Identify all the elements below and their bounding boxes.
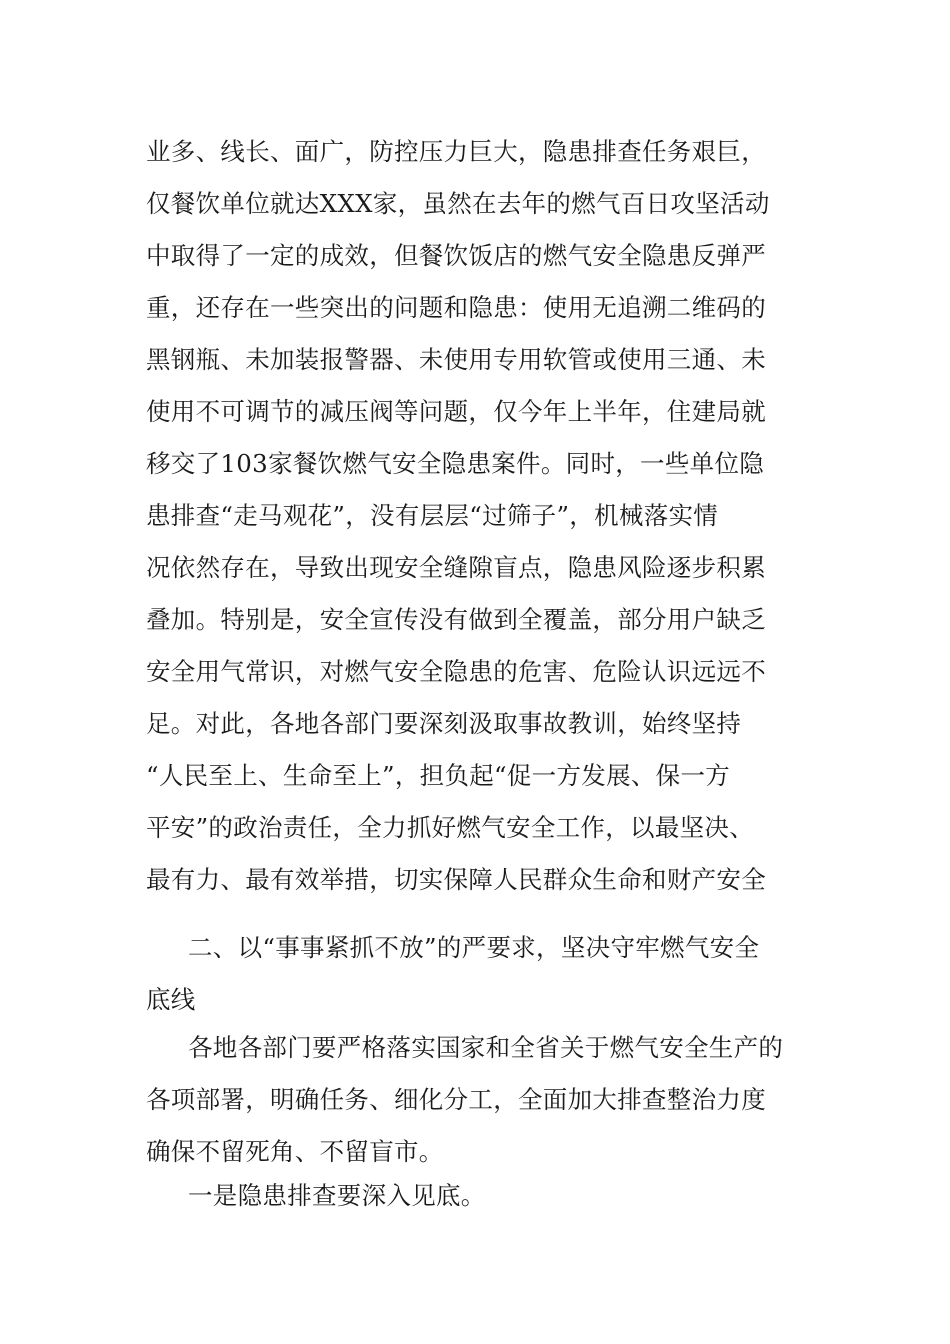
paragraph-line: 确保不留死角、不留盲市。 [146, 1137, 444, 1166]
paragraph-line: 一是隐患排查要深入见底。 [188, 1181, 486, 1210]
heading-line: 二、以“事事紧抓不放”的严要求，坚决守牢燃气安全 [188, 933, 760, 962]
body-paragraph-3 [146, 1170, 826, 1222]
paragraph-line: 各地各部门要严格落实国家和全省关于燃气安全生产的 [188, 1033, 784, 1062]
paragraph-line: 中取得了一定的成效，但餐饮饭店的燃气安全隐患反弹严 [146, 241, 766, 270]
paragraph-line: 叠加。特别是，安全宣传没有做到全覆盖，部分用户缺乏 [146, 605, 766, 634]
section-heading [146, 922, 826, 1026]
paragraph-line: “人民至上、生命至上”，担负起“促一方发展、保一方 [146, 761, 731, 790]
paragraph-line: 平安”的政治责任，全力抓好燃气安全工作，以最坚决、 [146, 813, 755, 842]
body-paragraph-1 [146, 126, 826, 906]
paragraph-line: 最有力、最有效举措，切实保障人民群众生命和财产安全 [146, 865, 766, 894]
paragraph-line: 况依然存在，导致出现安全缝隙盲点，隐患风险逐步积累 [146, 553, 766, 582]
paragraph-line: 安全用气常识，对燃气安全隐患的危害、危险认识远远不 [146, 657, 766, 686]
paragraph-line: 各项部署，明确任务、细化分工，全面加大排查整治力度 [146, 1085, 766, 1114]
paragraph-line: 仅餐饮单位就达XXX家，虽然在去年的燃气百日攻坚活动 [146, 189, 770, 218]
paragraph-line: 业多、线长、面广，防控压力巨大，隐患排查任务艰巨， [146, 137, 766, 166]
paragraph-line: 重，还存在一些突出的问题和隐患：使用无追溯二维码的 [146, 293, 766, 322]
paragraph-line: 使用不可调节的减压阀等问题，仅今年上半年，住建局就 [146, 397, 766, 426]
body-paragraph-2 [146, 1022, 826, 1178]
paragraph-line: 移交了103家餐饮燃气安全隐患案件。同时，一些单位隐 [146, 449, 765, 478]
paragraph-line: 黑钢瓶、未加装报警器、未使用专用软管或使用三通、未 [146, 345, 766, 374]
paragraph-line: 患排查“走马观花”，没有层层“过筛子”，机械落实情 [146, 501, 719, 530]
heading-line: 底线 [146, 985, 196, 1014]
paragraph-line: 足。对此，各地各部门要深刻汲取事故教训，始终坚持 [146, 709, 742, 738]
